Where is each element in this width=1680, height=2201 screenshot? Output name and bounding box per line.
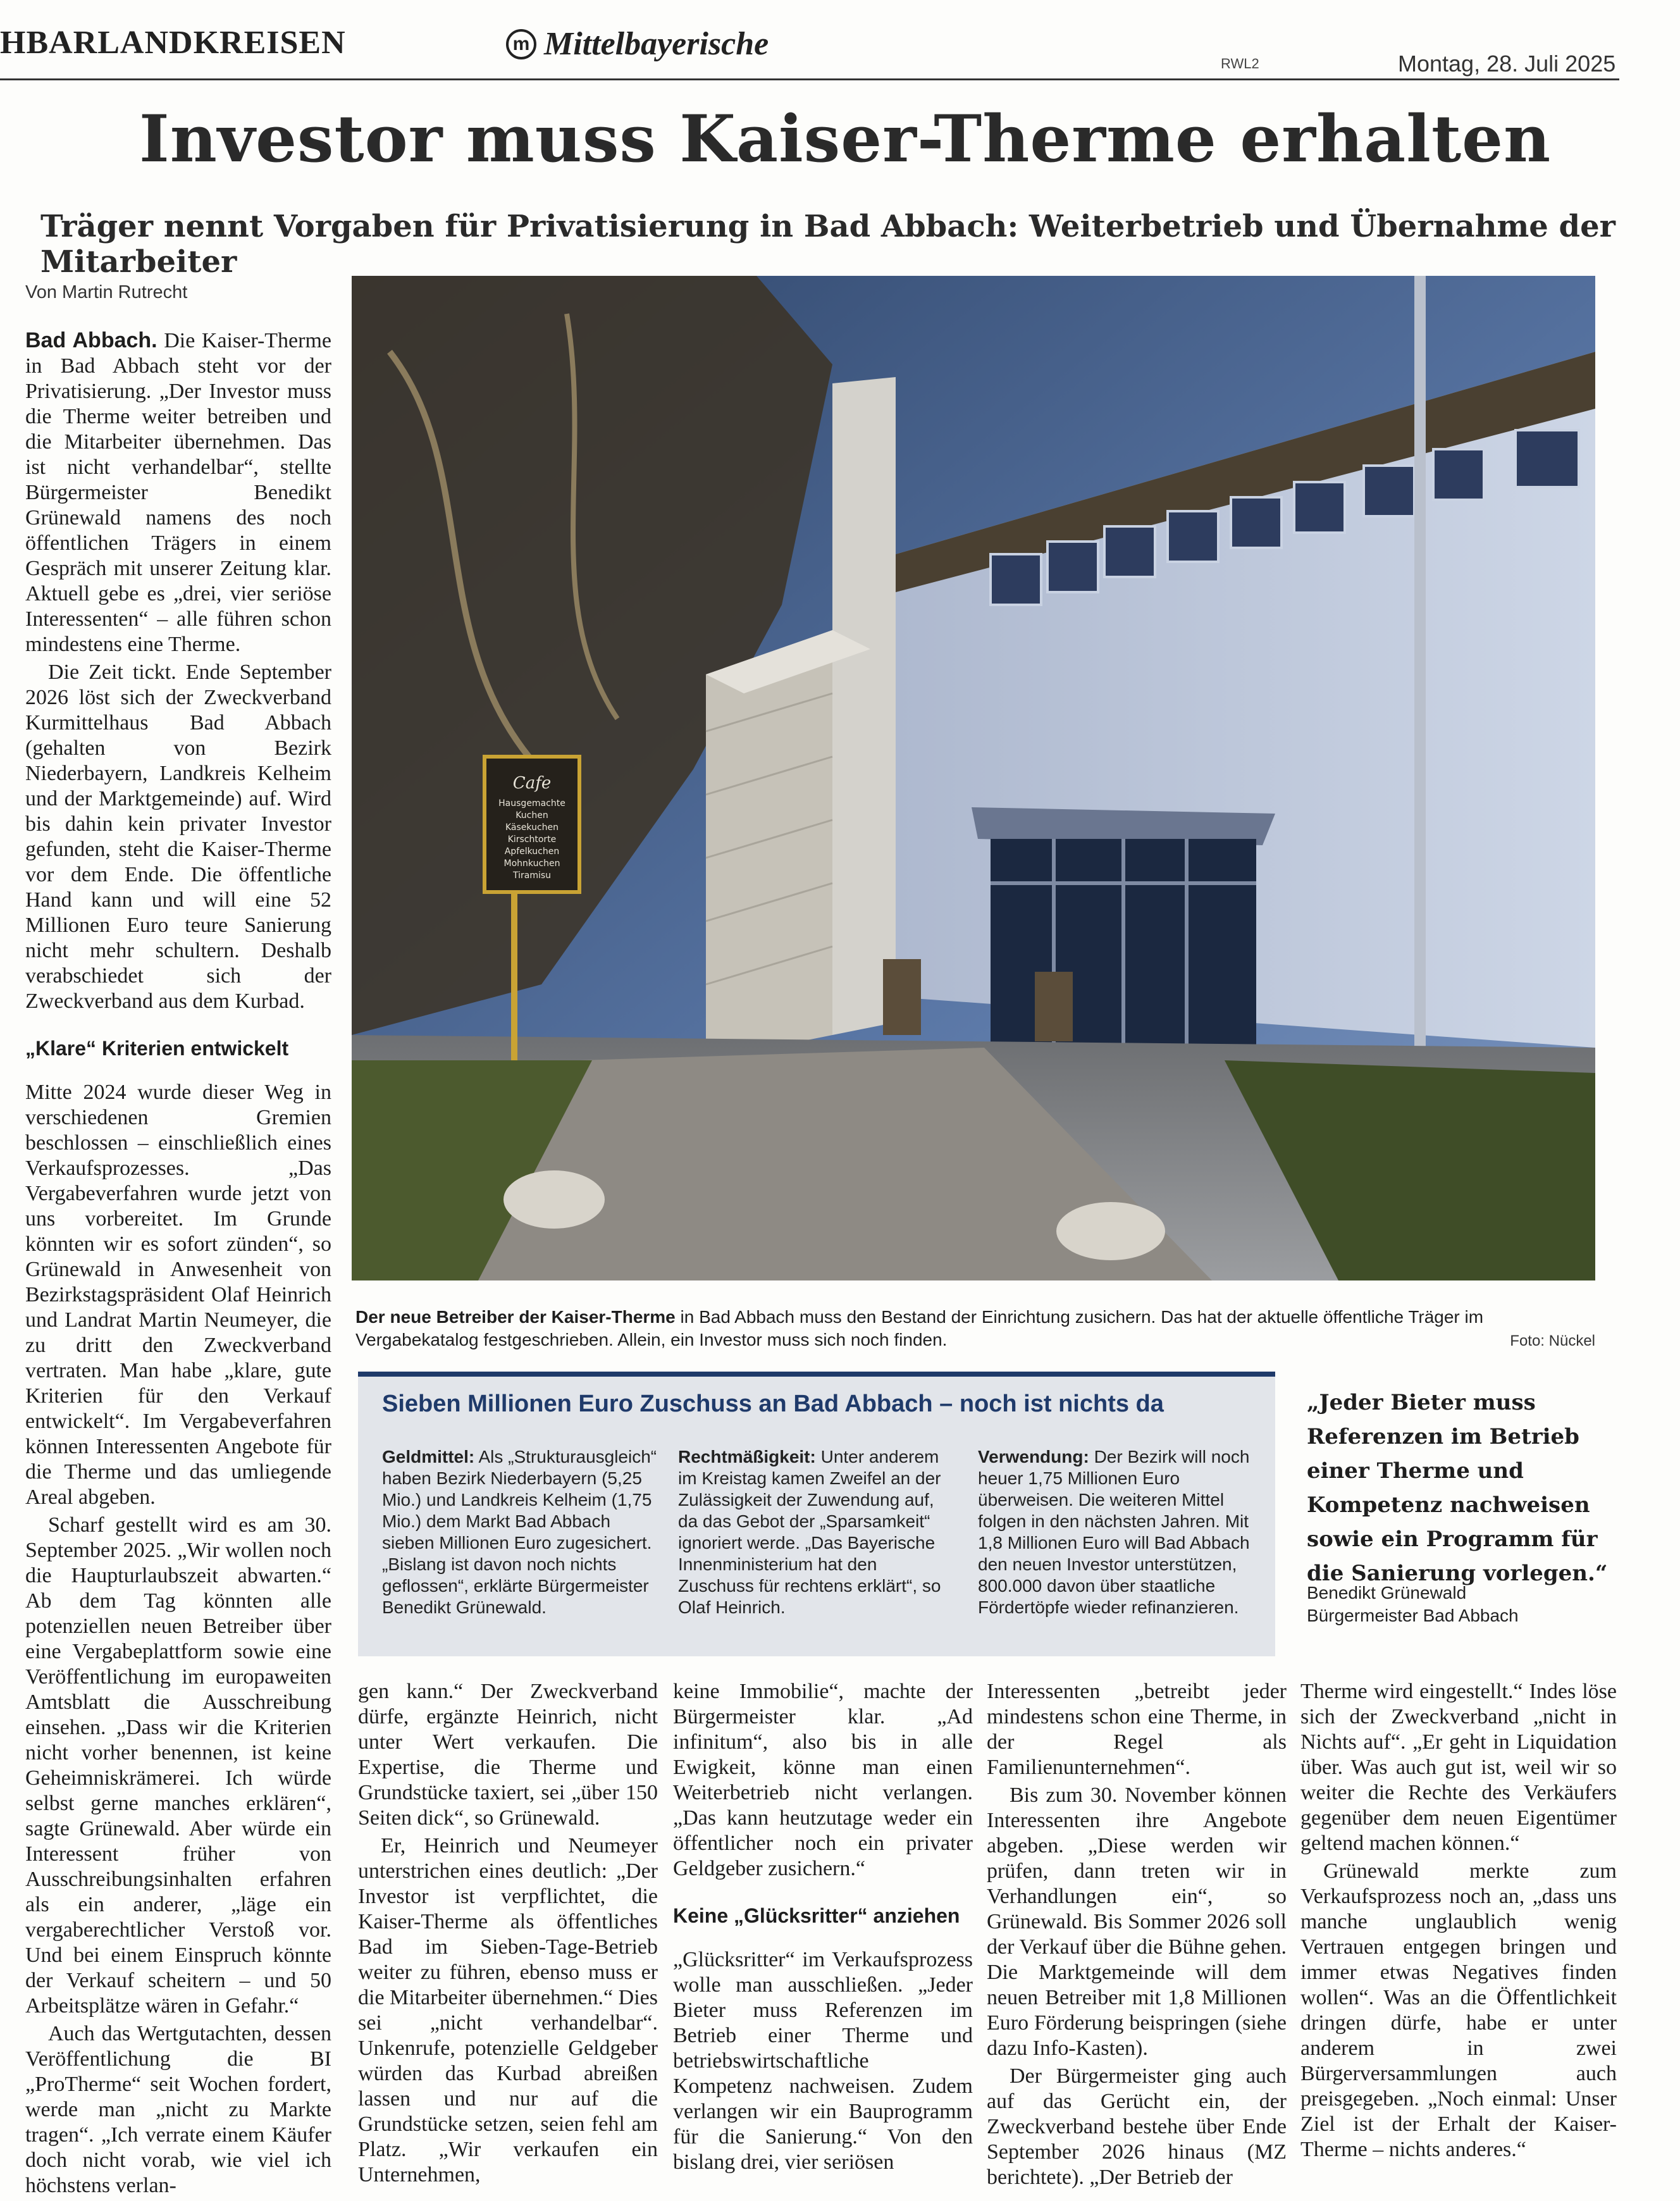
issue-date: Montag, 28. Juli 2025 [1398,51,1616,77]
paragraph: gen kann.“ Der Zweckverband dürfe, ergänzte Heinrich, nicht unter Wert verkaufen. Die Expertise, die Therme und Grundstücke taxiert, sei „über 150 Seiten dick“, so Grünewald. [358,1680,658,1830]
info-box [358,1372,1275,1656]
paragraph: Die Zeit tickt. Ende September 2026 löst sich der Zweckverband Kurmittelhaus Bad Abbach (gehalten von Bezirk Niederbayern, Landkreis Kelheim und der Marktgemeinde) auf. Wird bis dahin kein privater Investor gefunden, steht die Kaiser-Therme vor dem Ende. Die öffentliche Hand kann und will eine 52 Millionen Euro teure Sanierung nicht mehr schultern. Deshalb verabschiedet sich der Zweckverband aus dem Kurbad. [25,660,331,1013]
article-subheadline: Träger nennt Vorgaben für Privatisierung in Bad Abbach: Weiterbetrieb und Übernahme der Mitarbeiter [40,209,1615,280]
info-box-column: Verwendung: Der Bezirk will noch heuer 1,75 Millionen Euro überweisen. Die weiteren Mittel folgen in den nächsten Jahren. Mit 1,8 Millionen Euro will Bad Abbach den neuen Investor unterstützen, 800.000 davon über staatliche Fördertöpfe wieder refinanzieren. [978,1447,1250,1617]
section-name: HBARLANDKREISEN [0,25,346,61]
newspaper-brand [506,25,769,63]
cafe-sign-line: Apfelkuchen [504,846,560,857]
cafe-sign-line: Mohnkuchen [503,859,560,869]
newspaper-logo-icon: m [506,29,536,59]
info-box-title: Sieben Millionen Euro Zuschuss an Bad Abbach – noch ist nichts da [382,1391,1164,1417]
cafe-sign-line: Kirschtorte [507,834,557,845]
article-column-3 [673,1679,973,2178]
article-headline: Investor muss Kaiser-Therme erhalten [139,101,1552,177]
paragraph: keine Immobilie“, machte der Bürgermeister klar. „Ad infinitum“, also bis in alle Ewigkeit, könne man einen Weiterbetrieb nicht verlangen. „Das kann heutzutage weder ein öffentlicher noch ein privater Geldgeber zusichern.“ [673,1680,973,1880]
masthead-rule [0,78,1619,80]
photo-credit: Foto: Nückel [1510,1332,1595,1349]
paragraph: Grünewald merkte zum Verkaufsprozess noch an, „dass uns manche unglaublich wenig Vertrauen entgegen bringen und immer etwas Negatives finden wollen“. Was an die Öffentlichkeit dringen dürfe, habe er unter anderem in zwei Bürgerversammlungen auch preisgegeben. „Noch einmal: Unser Ziel ist der Erhalt der Kaiser-Therme – nichts anderes.“ [1300,1859,1617,2161]
cafe-sign-line: Kuchen [516,810,548,821]
article-column-1 [25,328,331,2201]
pull-quote-attribution [1307,1582,1623,1627]
pull-quote: „Jeder Bieter muss Referenzen im Betrieb einer Therme und Kompetenz nachweisen sowie ein Programm für die Sanierung vorlegen.“ [1307,1390,1608,1586]
paragraph: „Glücksritter“ im Verkaufsprozess wolle man ausschließen. „Jeder Bieter muss Referenzen im Betrieb einer Therme und betriebswirtschaftliche Kompetenz nachweisen. Zudem verlangen wir ein Bauprogramm für die Sanierung.“ Von den bislang drei, vier seriösen [673,1948,973,2174]
newspaper-name: Mittelbayerische [544,26,769,62]
article-column-4 [987,1679,1287,2193]
article-photo [352,276,1595,1280]
article-column-5 [1300,1679,1617,2165]
kaiser-therme-entrance-image [352,276,1595,1280]
article-column-2 [358,1679,658,2190]
paragraph: Der Bürgermeister ging auch auf das Gerücht ein, der Zweckverband bestehe über Ende September 2026 hinaus (MZ berichtete). „Der Betrieb der [987,2064,1287,2189]
paragraph: Mitte 2024 wurde dieser Weg in verschiedenen Gremien beschlossen – einschließlich eines Verkaufsprozesses. „Das Vergabeverfahren wurde jetzt von uns vorbereitet. Im Grunde könnten wir es sofort zünden“, so Grünewald in Anwesenheit von Bezirkstagspräsident Olaf Heinrich und Landrat Martin Neumeyer, die zu dritt den Zweckverband vertraten. Man habe „klare, gute Kriterien für den Verkauf entwickelt“. Im Vergabeverfahren können Interessenten Angebote für die Therme und das umliegende Areal abgeben. [25,1081,331,1509]
photo-caption: Der neue Betreiber der Kaiser-Therme in Bad Abbach muss den Bestand der Einrichtung zusichern. Das hat der aktuelle öffentliche Träger im Vergabekatalog festgeschrieben. Allein, ein Investor muss sich noch finden. [355,1307,1484,1349]
page-code: RWL2 [1221,56,1259,71]
paragraph: Therme wird eingestellt.“ Indes löse sich der Zweckverband „nicht in Nichts auf“. „Er geht in Liquidation über. Was auch gut ist, weil wir so weiter die Rechte des Verkäufers gegenüber dem neuen Eigentümer geltend machen können.“ [1300,1680,1617,1855]
info-box-column: Rechtmäßigkeit: Unter anderem im Kreistag kamen Zweifel an der Zulässigkeit der Zuwendung auf, da das Gebot der „Sparsamkeit“ ignoriert werde. „Das Bayerische Innenministerium hat den Zuschuss für rechtens erklärt“, so Olaf Heinrich. [678,1447,941,1617]
quote-author: Benedikt Grünewald [1307,1583,1467,1603]
paragraph: Auch das Wertgutachten, dessen Veröffentlichung die BI „ProTherme“ seit Wochen fordert, werde man „nicht zu Markte tragen“. „Ich verrate einem Käufer doch nicht vorab, wie viel ich höchstens verlan- [25,2022,331,2197]
dateline: Bad Abbach. [25,328,158,352]
paragraph: Bis zum 30. November können Interessenten ihre Angebote abgeben. „Diese werden wir prüfen, dann treten wir in Verhandlungen ein“, so Grünewald. Bis Sommer 2026 soll der Verkauf über die Bühne gehen. Die Marktgemeinde will dem neuen Betreiber mit 1,8 Millionen Euro Förderung beispringen (siehe dazu Info-Kasten). [987,1783,1287,2060]
cafe-sign-line: Tiramisu [512,871,552,881]
cafe-sign-title: Cafe [512,774,552,793]
info-box-column: Geldmittel: Als „Strukturausgleich“ haben Bezirk Niederbayern (5,25 Mio.) und Landkreis Kelheim (1,75 Mio.) dem Markt Bad Abbach sieben Millionen Euro zugesichert. „Bislang ist davon noch nichts geflossen“, erklärte Bürgermeister Benedikt Grünewald. [382,1447,657,1617]
byline: Von Martin Rutrecht [25,282,188,302]
cafe-sign-line: Hausgemachte [498,798,565,809]
paragraph: Bad Abbach. Die Kaiser-Therme in Bad Abbach steht vor der Privatisierung. „Der Investor muss die Therme weiter betreiben und die Mitarbeiter übernehmen. Das ist nicht verhandelbar“, stellte Bürgermeister Benedikt Grünewald namens des noch öffentlichen Trägers in einem Gespräch mit unserer Zeitung klar. Aktuell gebe es „drei, vier seriöse Interessenten“ – alle führen schon mindestens eine Therme. [25,328,332,656]
masthead [0,0,1680,76]
cafe-sign-line: Käsekuchen [505,822,559,833]
quote-author-role: Bürgermeister Bad Abbach [1307,1606,1519,1625]
paragraph: Scharf gestellt wird es am 30. September 2025. „Wir wollen noch die Haupturlaubszeit abwarten.“ Ab dem Tag könnten alle potenziellen neuen Betreiber über eine Vergabeplattform sowie eine Veröffentlichung im europaweiten Amtsblatt die Ausschreibung einsehen. „Dass wir die Kriterien nicht vorher benennen, ist keine Geheimniskrämerei. Ich würde selbst gerne manches erklären“, sagte Grünewald. Aber würde ein Interessent früher von Ausschreibungsinhalten erfahren als ein anderer, „läge ein vergaberechtlicher Verstoß vor. Und bei einem Einspruch könnte der Verkauf scheitern – und 50 Arbeitsplätze wären in Gefahr.“ [25,1513,331,2018]
paragraph: Er, Heinrich und Neumeyer unterstrichen eines deutlich: „Der Investor ist verpflichtet, die Kaiser-Therme als öffentliches Bad im Sieben-Tage-Betrieb weiter zu führen, ebenso muss er die Mitarbeiter übernehmen.“ Dies sei „nicht verhandelbar“. Unkenrufe, potenzielle Geldgeber würden das Kurbad abreißen lassen und nur auf die Grundstücke setzen, seien fehl am Platz. „Wir verkaufen ein Unternehmen, [358,1834,658,2186]
section-subhead: „Klare“ Kriterien entwickelt [25,1037,289,1060]
paragraph: Interessenten „betreibt jeder mindestens schon eine Therme, in der Regel als Familienunternehmen“. [987,1680,1287,1779]
section-subhead: Keine „Glücksritter“ anziehen [673,1904,960,1927]
